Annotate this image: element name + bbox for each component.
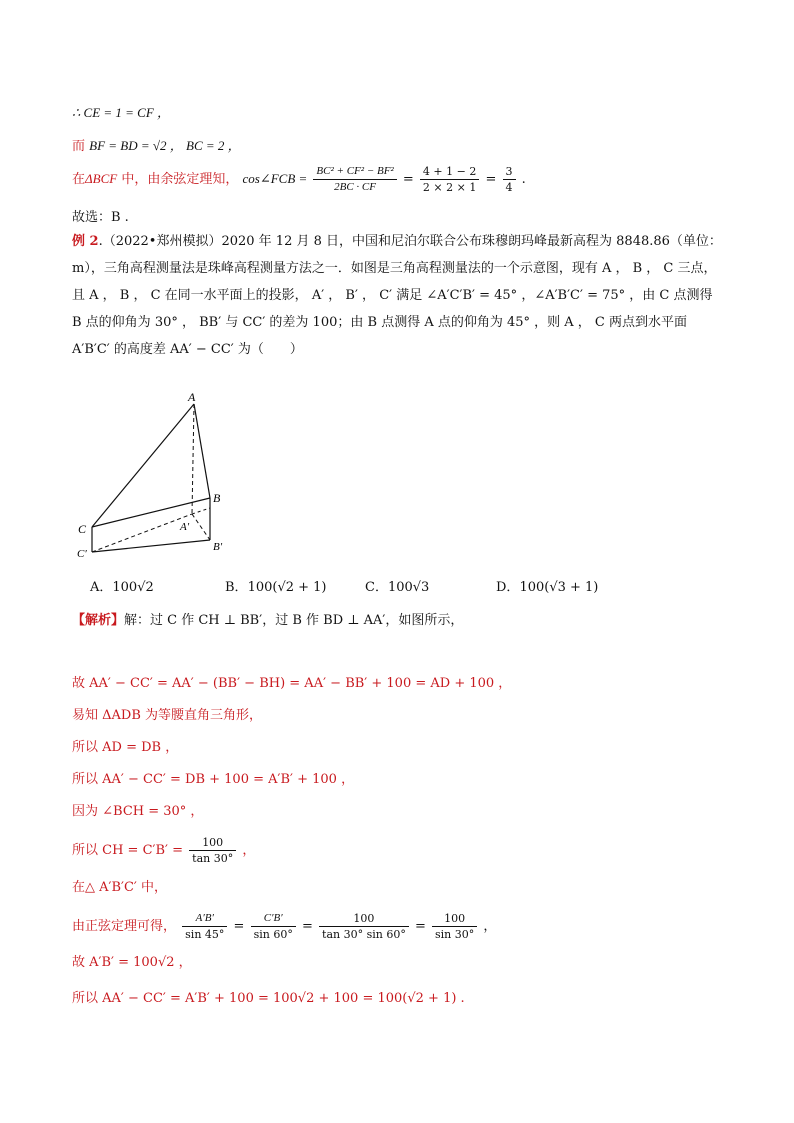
- step-6: [72, 835, 255, 866]
- equals-sign: =: [485, 172, 497, 187]
- step-6-text: 所以 CH = C′B′ =: [72, 843, 184, 858]
- step-2: 易知 ΔADB 为等腰直角三角形，: [72, 708, 263, 723]
- fraction-ab-sin45: $\frac{A'B'}{\sin 45^\circ}$: [182, 911, 227, 942]
- text-line-ce-cf: ∴ CE = 1 = CF ，: [72, 105, 171, 120]
- formula-bf-bd-bc: BF = BD = √2 ， BC = 2 ，: [89, 138, 241, 153]
- edge-c1a1: [92, 514, 192, 552]
- option-a: A．100√2: [90, 580, 154, 595]
- step-9: 故 A′B′ = 100√2 ，: [72, 955, 192, 970]
- example-2-problem: [72, 228, 722, 363]
- step-3: 所以 AD = DB ，: [72, 740, 179, 755]
- triangle-bcf: ΔBCF: [85, 171, 118, 186]
- fraction-100-sin30: $\frac{100}{\sin 30^\circ}$: [432, 911, 477, 942]
- step-5: 因为 ∠BCH = 30° ，: [72, 804, 204, 819]
- label-b-prime: B′: [213, 541, 223, 553]
- period: .: [517, 172, 526, 187]
- label-c-prime: C′: [77, 548, 87, 560]
- equals-sign: =: [414, 919, 426, 934]
- step-10: 所以 AA′ − CC′ = A′B′ + 100 = 100√2 + 100 = 100(√2 + 1) .: [72, 991, 465, 1006]
- edge-aa1: [192, 404, 194, 514]
- edge-a1-b-level: [192, 508, 210, 514]
- comma: ，: [479, 919, 497, 934]
- example-text: .（2022•郑州模拟）2020 年 12 月 8 日，中国和尼泊尔联合公布珠穆朗玛峰最新高程为 8848.86（单位：m），三角高程测量法是珠峰高程测量方法之一．如图是三角高程测量法的一个示意图，现有 A ， B ， C 三点，且 A ， B ， C 在同一水平面上的投影， A′ ， B′ ， C′ 满足 ∠A′C′B′ = 45° ，∠A′B′C′ = 75° ，由 C 点测得 B 点的仰角为 30° ， BB′ 与 CC′ 的差为 100；由 B 点测得 A 点的仰角为 45° ，则 A ， C 两点到水平面 A′B′C′ 的高度差 AA′ − CC′ 为（ ）: [72, 234, 722, 357]
- fraction-cb-sin60: $\frac{C'B'}{\sin 60^\circ}$: [251, 911, 296, 942]
- edge-c1b1: [92, 540, 210, 552]
- example-label: 例 2: [72, 234, 99, 249]
- formula-cos-fcb: cos∠FCB =: [242, 171, 308, 186]
- label-b: B: [213, 491, 221, 505]
- label-c: C: [78, 522, 87, 536]
- option-d: D．100(√3 + 1): [496, 580, 599, 595]
- fraction-result: $\frac{3}{4}$: [503, 164, 516, 195]
- triangulation-diagram: [72, 392, 242, 562]
- option-b: B．100(√2 + 1): [225, 580, 327, 595]
- answer-line: 故选：B .: [72, 210, 129, 225]
- comma: ，: [238, 843, 256, 858]
- fraction-100-tan30: $\frac{100}{\tan 30^\circ}$: [189, 835, 236, 866]
- step-7: 在△ A′B′C′ 中，: [72, 880, 168, 895]
- edge-a1b1: [192, 514, 210, 540]
- text-prefix: 在: [72, 172, 86, 187]
- equals-sign: =: [301, 919, 313, 934]
- text-prefix: 而: [72, 139, 90, 154]
- analysis-intro-line: [72, 611, 463, 631]
- step-8: [72, 911, 496, 942]
- step-8-text: 由正弦定理可得，: [72, 919, 177, 934]
- equals-sign: =: [402, 172, 414, 187]
- edge-ab: [194, 404, 210, 498]
- label-a: A: [188, 392, 196, 404]
- analysis-tag: 【解析】: [72, 613, 125, 628]
- text-line-cosine-law: [72, 164, 526, 195]
- fraction-numeric: $\frac{4 + 1 - 2}{2 \times 2 \times 1}$: [420, 164, 479, 195]
- fraction-100-tan30sin60: $\frac{100}{\tan 30^\circ \sin 60^\circ}$: [319, 911, 409, 942]
- fraction-cosine: $\frac{\text{BC² + CF² − BF²}}{2BC \cdot CF}$: [313, 164, 396, 195]
- analysis-intro: 解：过 C 作 CH ⊥ BB′，过 B 作 BD ⊥ AA′，如图所示，: [124, 613, 464, 628]
- text-cosine-intro: 中，由余弦定理知，: [117, 172, 239, 187]
- text-line-bf-bd: [72, 136, 241, 157]
- edge-ac: [92, 404, 194, 527]
- step-1: 故 AA′ − CC′ = AA′ − (BB′ − BH) = AA′ − BB′ + 100 = AD + 100 ，: [72, 676, 512, 691]
- option-c: C．100√3: [365, 580, 430, 595]
- label-a-prime: A′: [180, 521, 190, 533]
- equals-sign: =: [233, 919, 245, 934]
- step-4: 所以 AA′ − CC′ = DB + 100 = A′B′ + 100 ，: [72, 772, 355, 787]
